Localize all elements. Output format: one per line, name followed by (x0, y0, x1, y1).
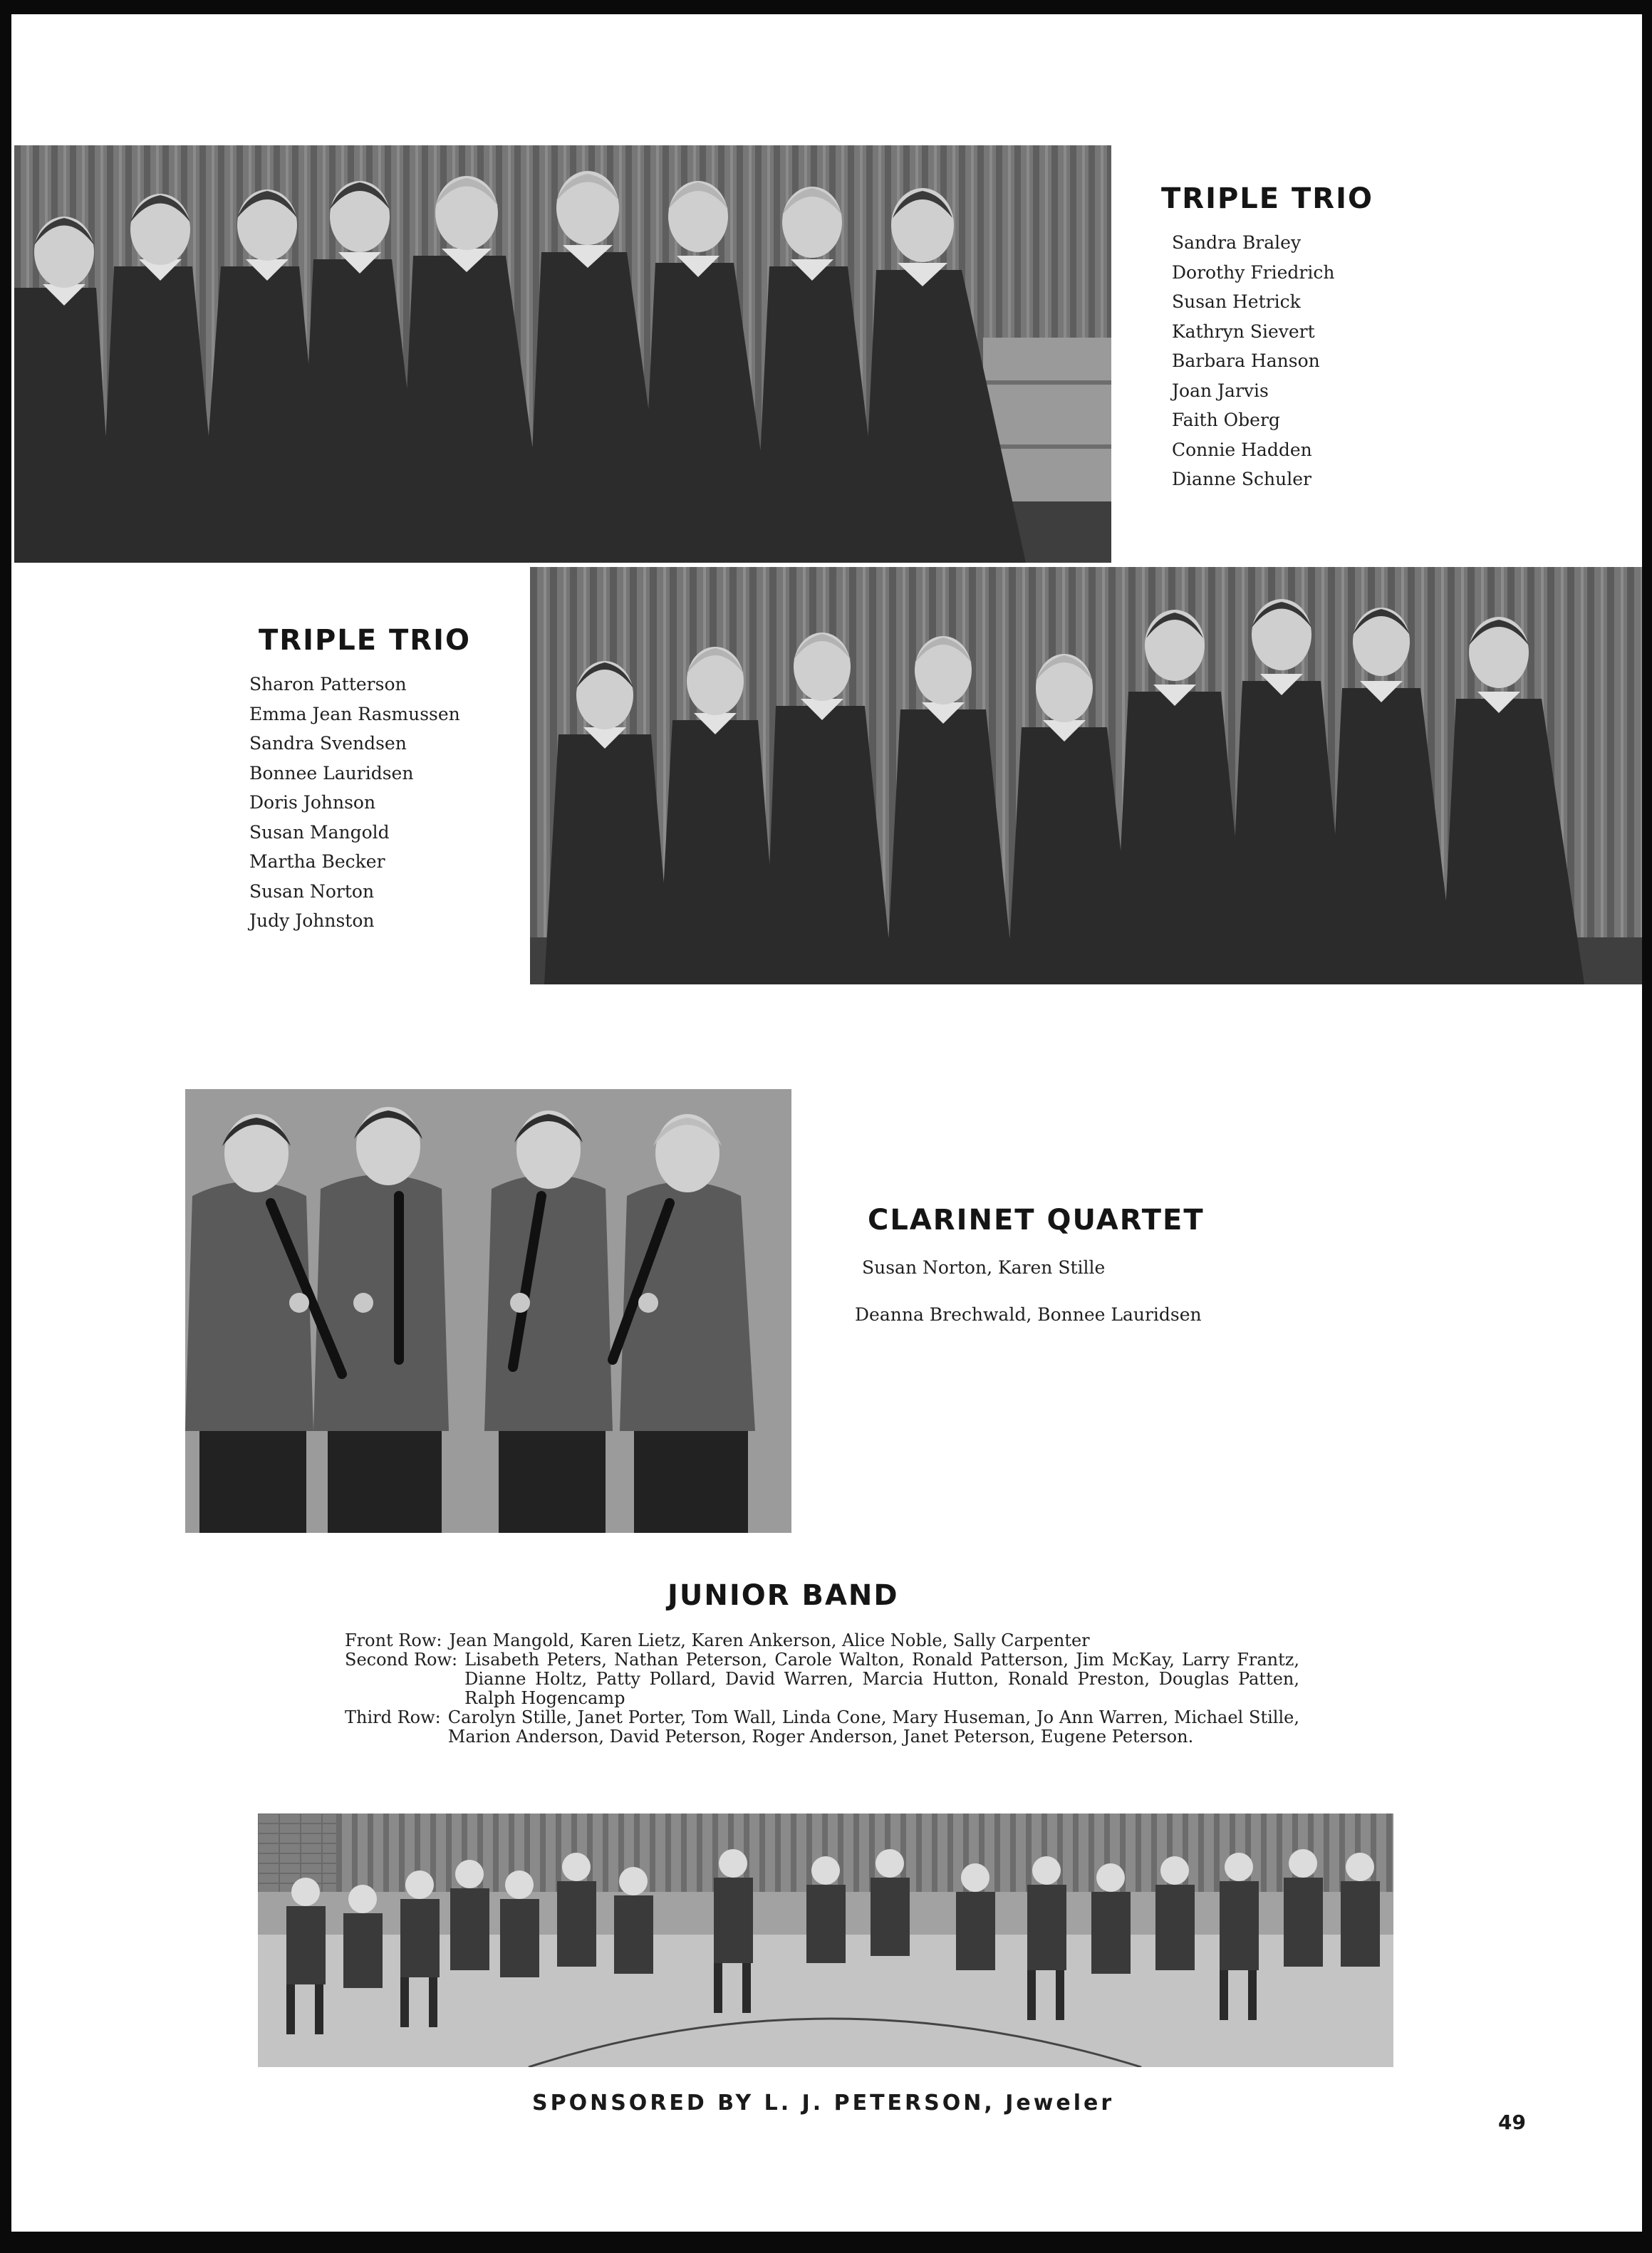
clarinet-quartet-line-1: Susan Norton, Karen Stille (862, 1257, 1106, 1278)
clarinet-quartet-line-2: Deanna Brechwald, Bonnee Lauridsen (855, 1304, 1202, 1325)
row-names: Carolyn Stille, Janet Porter, Tom Wall, Linda Cone, Mary Huseman, Jo Ann Warren, Michael Stille, Marion Anderson, David Peterson, Roger Anderson, Janet Peterson, Eugene Peterson. (447, 1707, 1299, 1747)
member-name: Susan Norton (249, 880, 375, 902)
sponsor-line: SPONSORED BY L. J. PETERSON, Jeweler (532, 2091, 1115, 2116)
member-name: Judy Johnston (249, 910, 375, 931)
triple-trio-names-2 (249, 670, 460, 936)
member-name: Doris Johnson (249, 792, 376, 813)
row-label: Third Row: (345, 1707, 441, 1727)
member-name: Sandra Svendsen (249, 733, 407, 754)
junior-band-roster (345, 1631, 1299, 1747)
row-label: Second Row: (345, 1650, 458, 1670)
junior-band-photo (258, 1814, 1393, 2067)
member-name: Martha Becker (249, 851, 385, 872)
row-names: Lisabeth Peters, Nathan Peterson, Carole Walton, Ronald Patterson, Jim McKay, Larry Frantz, Dianne Holtz, Patty Pollard, David Warren, Marcia Hutton, Ronald Preston, Douglas Patten, Ralph Hogencamp (464, 1650, 1299, 1708)
page-number: 49 (1498, 2111, 1526, 2134)
clarinet-quartet-photo (185, 1089, 791, 1533)
band-row-front (345, 1631, 1299, 1650)
band-row-second (345, 1650, 1299, 1708)
member-name: Sharon Patterson (249, 674, 407, 694)
triple-trio-photo-1 (14, 145, 1111, 563)
member-name: Connie Hadden (1172, 439, 1312, 460)
triple-trio-heading-2: TRIPLE TRIO (259, 624, 471, 657)
junior-band-heading: JUNIOR BAND (667, 1579, 899, 1612)
band-row-third (345, 1708, 1299, 1747)
member-name: Joan Jarvis (1172, 380, 1269, 401)
row-label: Front Row: (345, 1630, 442, 1650)
member-name: Faith Oberg (1172, 410, 1280, 430)
member-name: Kathryn Sievert (1172, 321, 1315, 342)
member-name: Sandra Braley (1172, 232, 1302, 253)
triple-trio-photo-2 (530, 567, 1642, 984)
member-name: Susan Hetrick (1172, 291, 1301, 312)
triple-trio-names-1 (1172, 228, 1334, 494)
member-name: Barbara Hanson (1172, 350, 1320, 371)
member-name: Bonnee Lauridsen (249, 762, 414, 784)
triple-trio-heading-1: TRIPLE TRIO (1161, 182, 1373, 215)
member-name: Dianne Schuler (1172, 469, 1311, 489)
member-name: Emma Jean Rasmussen (249, 703, 460, 724)
member-name: Susan Mangold (249, 821, 390, 843)
row-names: Jean Mangold, Karen Lietz, Karen Ankerson, Alice Noble, Sally Carpenter (449, 1630, 1090, 1650)
member-name: Dorothy Friedrich (1172, 261, 1335, 283)
clarinet-quartet-heading: CLARINET QUARTET (868, 1204, 1205, 1237)
